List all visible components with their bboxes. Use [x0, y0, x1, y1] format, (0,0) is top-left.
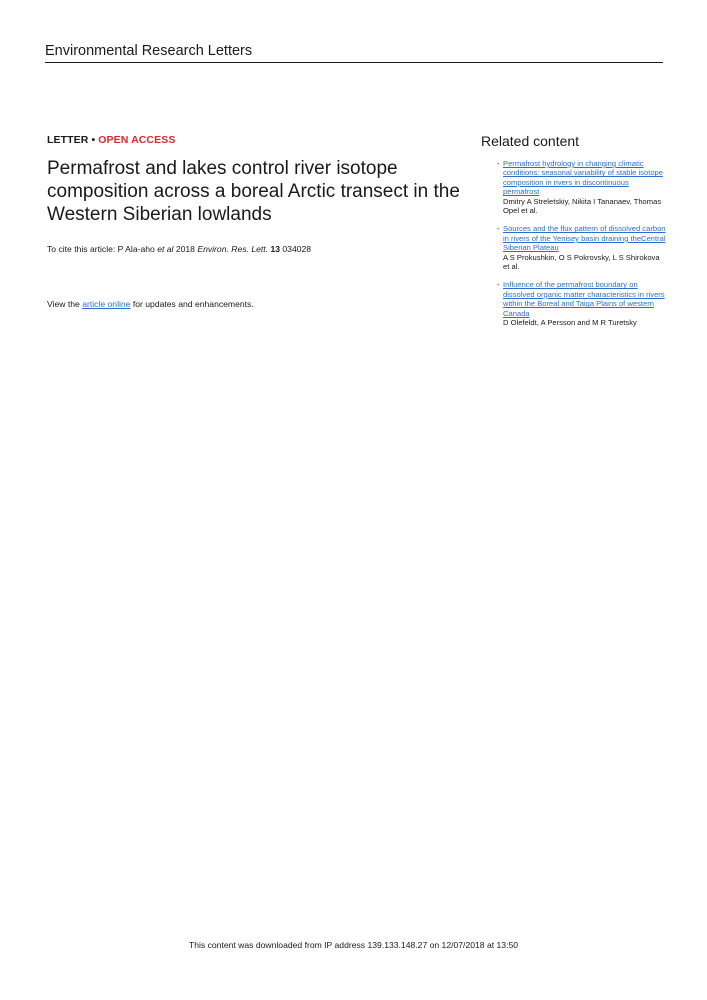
citation-journal: Environ. Res. Lett. [197, 244, 269, 254]
citation-et-al: et al [157, 244, 174, 254]
related-item-authors: A S Prokushkin, O S Pokrovsky, L S Shirokova et al. [503, 252, 660, 272]
journal-header [45, 42, 663, 63]
related-item-title-link[interactable]: Permafrost hydrology in changing climatic conditions: seasonal variability of stable isotope composition in rivers in discontinuous permafrost [503, 159, 663, 197]
citation-article-number: 034028 [280, 244, 312, 254]
list-dash: - [497, 159, 500, 168]
journal-name: Environmental Research Letters [45, 43, 253, 59]
related-item-authors: D Olefeldt, A Persson and M R Turetsky [503, 318, 637, 328]
citation-prefix: To cite this article: P Ala-aho [47, 244, 158, 254]
related-item [481, 280, 666, 327]
download-notice-footer: This content was downloaded from IP address 139.133.148.27 on 12/07/2018 at 13:50 [188, 940, 519, 950]
related-content-heading: Related content [481, 133, 580, 149]
citation-line [47, 243, 311, 255]
related-item [481, 159, 666, 215]
related-content-panel [481, 133, 666, 337]
article-type-line [47, 134, 175, 146]
view-online-prefix: View the [47, 299, 83, 309]
article-online-link[interactable]: article online [82, 299, 131, 309]
related-item-title-link[interactable]: Influence of the permafrost boundary on dissolved organic matter characteristics in rivers within the Boreal and Taiga Plains of western Canada [503, 280, 665, 318]
list-dash: - [497, 224, 500, 234]
citation-year: 2018 [173, 244, 198, 254]
article-title: Permafrost and lakes control river isotope composition across a boreal Arctic transect in the Western Siberian lowlands [47, 158, 460, 225]
view-online-line [47, 298, 254, 310]
letter-label: LETTER [47, 134, 89, 146]
citation-volume: 13 [270, 244, 280, 254]
related-item-title-link[interactable]: Sources and the flux pattern of dissolved carbon in rivers of the Yenisey basin draining theCentral Siberian Plateau [503, 224, 666, 253]
related-content-list [481, 159, 666, 328]
related-item-authors: Dmitry A Streletskiy, Nikita I Tananaev, Thomas Opel et al. [503, 196, 662, 216]
open-access-label: OPEN ACCESS [98, 134, 176, 146]
separator-bullet: • [91, 134, 96, 146]
view-online-suffix: for updates and enhancements. [130, 299, 254, 309]
list-dash: - [497, 280, 500, 290]
related-item [481, 224, 666, 271]
